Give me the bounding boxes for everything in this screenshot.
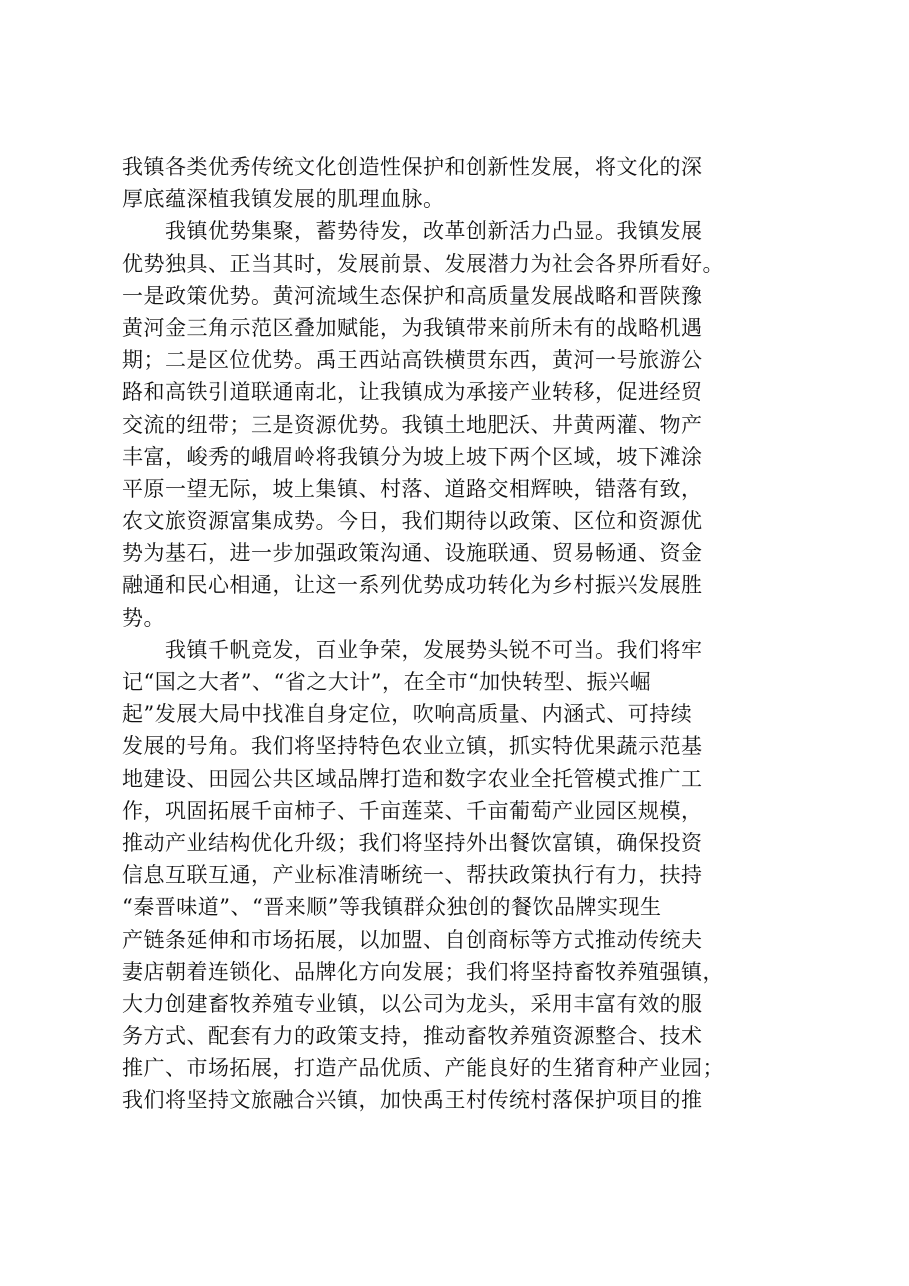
text-line: 黄河金三角示范区叠加赋能，为我镇带来前所未有的战略机遇 <box>122 315 703 340</box>
text-line: 产链条延伸和市场拓展，以加盟、自创商标等方式推动传统夫 <box>122 927 703 952</box>
text-line: 妻店朝着连锁化、品牌化方向发展；我们将坚持畜牧养殖强镇， <box>122 959 724 984</box>
text-line: 记“国之大者”、“省之大计”，在全市“加快转型、振兴崛 <box>122 670 652 694</box>
text-line: 我镇优势集聚，蓄势待发，改革创新活力凸显。我镇发展 <box>122 219 703 244</box>
text-line: 融通和民心相通，让这一系列优势成功转化为乡村振兴发展胜 <box>122 573 703 598</box>
text-line: 我们将坚持文旅融合兴镇，加快禹王村传统村落保护项目的推 <box>122 1088 703 1113</box>
text-line: 作，巩固拓展千亩柿子、千亩莲菜、千亩葡萄产业园区规模， <box>122 798 703 823</box>
text-line: 期；二是区位优势。禹王西站高铁横贯东西，黄河一号旅游公 <box>122 348 703 373</box>
text-line: 优势独具、正当其时，发展前景、发展潜力为社会各界所看好。 <box>122 251 724 276</box>
text-line: 发展的号角。我们将坚持特色农业立镇，抓实特优果蔬示范基 <box>122 734 703 759</box>
text-line: 地建设、田园公共区域品牌打造和数字农业全托管模式推广工 <box>122 766 703 791</box>
text-line: 交流的纽带；三是资源优势。我镇土地肥沃、井黄两灌、物产 <box>122 412 703 437</box>
document-body <box>122 151 802 1117</box>
text-line: 一是政策优势。黄河流域生态保护和高质量发展战略和晋陕豫 <box>122 283 703 308</box>
text-line: 我镇千帆竞发，百业争荣，发展势头锐不可当。我们将牢 <box>122 637 703 662</box>
text-line: 务方式、配套有力的政策支持，推动畜牧养殖资源整合、技术 <box>122 1024 703 1049</box>
text-line: 平原一望无际，坡上集镇、村落、道路交相辉映，错落有致， <box>122 476 703 501</box>
text-line: 起”发展大局中找准自身定位，吹响高质量、内涵式、可持续 <box>122 702 693 727</box>
text-line: 推广、市场拓展，打造产品优质、产能良好的生猪育种产业园； <box>122 1056 724 1081</box>
text-line: 我镇各类优秀传统文化创造性保护和创新性发展，将文化的深 <box>122 155 703 179</box>
text-line: 丰富，峻秀的峨眉岭将我镇分为坡上坡下两个区域，坡下滩涂 <box>122 444 703 469</box>
text-line: 信息互联互通，产业标准清晰统一、帮扶政策执行有力，扶持 <box>122 863 703 888</box>
text-line: 大力创建畜牧养殖专业镇，以公司为龙头，采用丰富有效的服 <box>122 991 703 1016</box>
text-line: 路和高铁引道联通南北，让我镇成为承接产业转移，促进经贸 <box>122 380 703 405</box>
text-line: 厚底蕴深植我镇发展的肌理血脉。 <box>122 187 445 212</box>
text-line: 势为基石，进一步加强政策沟通、设施联通、贸易畅通、资金 <box>122 541 703 566</box>
text-line: “秦晋味道”、“晋来顺”等我镇群众独创的餐饮品牌实现生 <box>122 895 662 920</box>
text-line: 推动产业结构优化升级；我们将坚持外出餐饮富镇，确保投资 <box>122 830 703 855</box>
text-line: 农文旅资源富集成势。今日，我们期待以政策、区位和资源优 <box>122 509 703 534</box>
text-line: 势。 <box>122 605 165 630</box>
